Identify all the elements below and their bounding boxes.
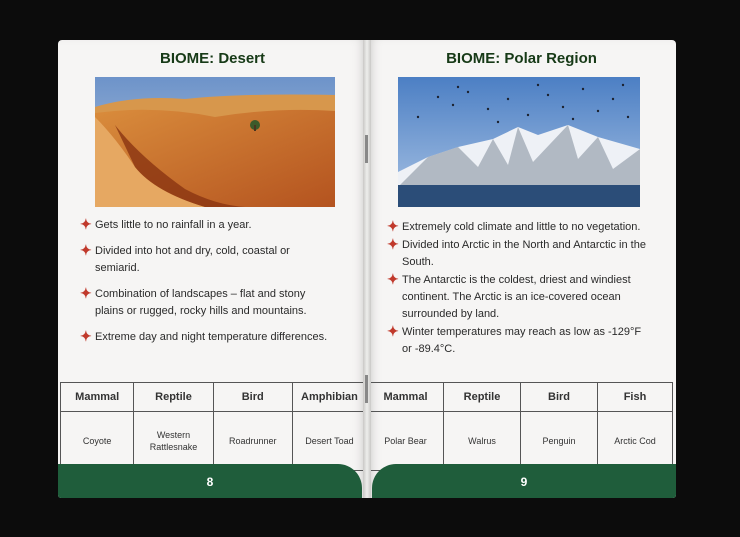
page-footer xyxy=(372,464,676,498)
list-item: ✦ Extreme day and night temperature differences. xyxy=(80,328,328,344)
fact-list xyxy=(80,217,332,355)
table-header: Reptile xyxy=(134,383,213,412)
table-cell: Polar Bear xyxy=(368,412,444,471)
table-row xyxy=(61,412,367,471)
star-bullet-icon: ✦ xyxy=(387,271,399,287)
page-number: 8 xyxy=(206,475,214,489)
table-header: Amphibian xyxy=(292,383,366,412)
table-cell: Walrus xyxy=(444,412,521,471)
right-page xyxy=(367,40,676,498)
page-title: BIOME: Polar Region xyxy=(446,50,597,67)
page-number: 9 xyxy=(520,475,528,489)
animal-table xyxy=(60,382,367,471)
table-header: Reptile xyxy=(444,383,521,412)
book-spine xyxy=(363,40,371,498)
fact-list xyxy=(387,219,652,359)
list-item: ✦ Extremely cold climate and little to no vegetation. xyxy=(387,218,641,234)
list-item: ✦ Combination of landscapes – flat and stony plains or rugged, rocky hills and mountains. xyxy=(80,285,307,317)
table-header: Mammal xyxy=(61,383,134,412)
page-title: BIOME: Desert xyxy=(159,50,266,67)
star-bullet-icon: ✦ xyxy=(387,323,399,339)
table-header: Fish xyxy=(598,383,673,412)
star-bullet-icon: ✦ xyxy=(80,216,92,232)
table-header: Bird xyxy=(521,383,598,412)
staple xyxy=(365,375,368,403)
star-bullet-icon: ✦ xyxy=(387,218,399,234)
table-cell: Western Rattlesnake xyxy=(134,412,213,471)
left-page xyxy=(58,40,367,498)
table-row xyxy=(368,412,673,471)
table-cell: Coyote xyxy=(61,412,134,471)
table-header: Bird xyxy=(213,383,292,412)
table-header-row xyxy=(61,383,367,412)
star-bullet-icon: ✦ xyxy=(80,285,92,301)
animal-table xyxy=(367,382,673,471)
desert-photo xyxy=(95,77,335,207)
table-cell: Roadrunner xyxy=(213,412,292,471)
open-booklet xyxy=(58,40,676,498)
list-item: ✦ Winter temperatures may reach as low as -129°F or -89.4°C. xyxy=(387,323,642,355)
list-item: ✦ Gets little to no rainfall in a year. xyxy=(80,216,252,232)
list-item: ✦ The Antarctic is the coldest, driest and windiest continent. The Arctic is an ice-covered ocean surrounded by land. xyxy=(387,271,631,320)
star-bullet-icon: ✦ xyxy=(80,242,92,258)
table-cell: Penguin xyxy=(521,412,598,471)
polar-photo xyxy=(398,77,640,207)
table-header-row xyxy=(368,383,673,412)
list-item: ✦ Divided into Arctic in the North and Antarctic in the South. xyxy=(387,236,646,268)
star-bullet-icon: ✦ xyxy=(387,236,399,252)
staple xyxy=(365,135,368,163)
table-cell: Arctic Cod xyxy=(598,412,673,471)
page-footer xyxy=(58,464,362,498)
table-header: Mammal xyxy=(368,383,444,412)
table-cell: Desert Toad xyxy=(292,412,366,471)
star-bullet-icon: ✦ xyxy=(80,328,92,344)
list-item: ✦ Divided into hot and dry, cold, coastal or semiarid. xyxy=(80,242,290,274)
